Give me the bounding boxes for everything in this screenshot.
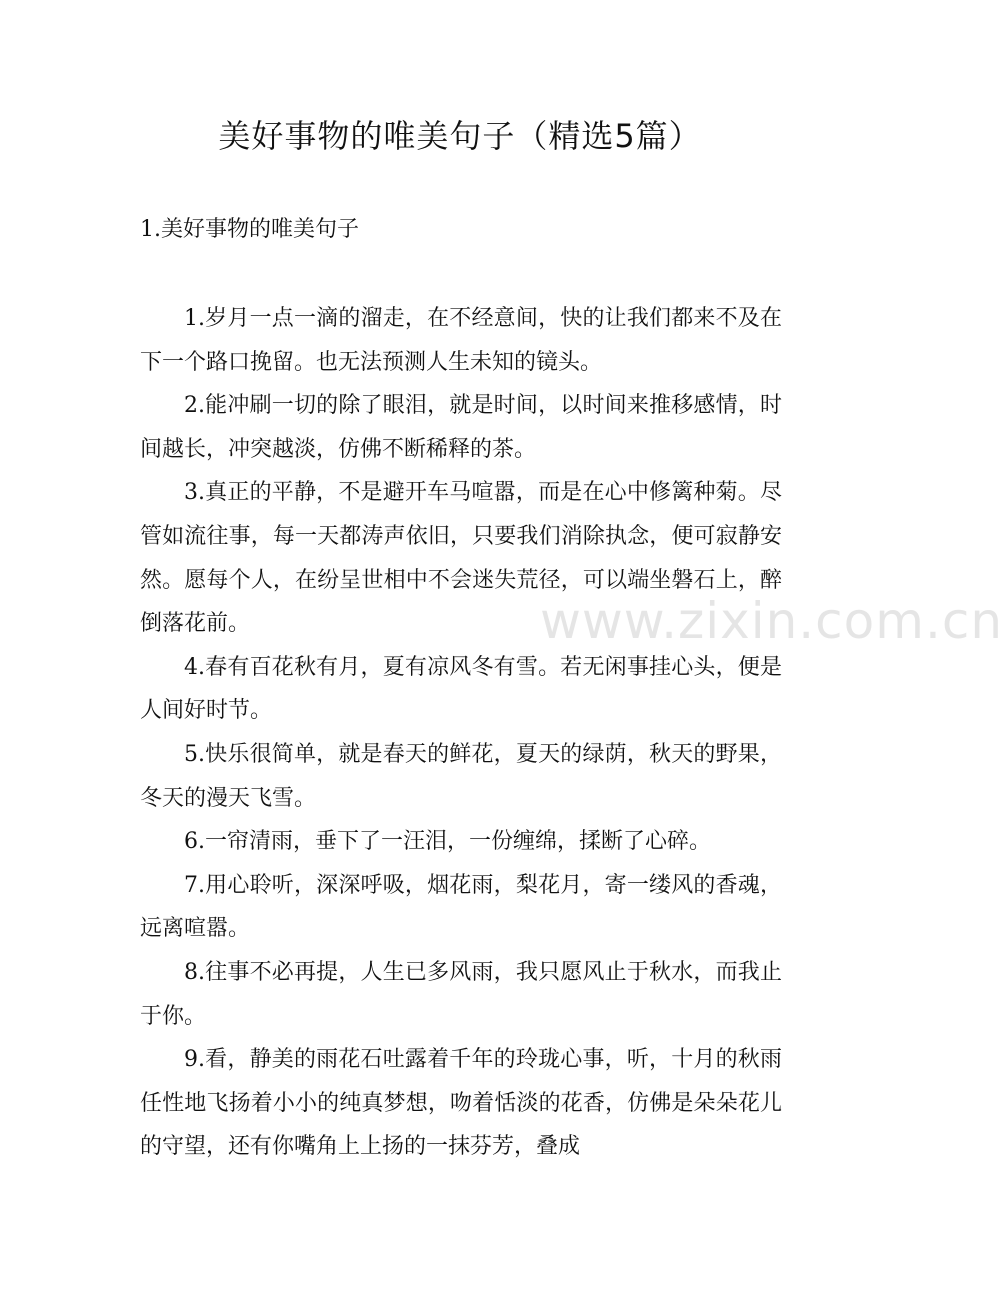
section-heading: 1.美好事物的唯美句子	[140, 217, 359, 242]
paragraph: 2.能冲刷一切的除了眼泪，就是时间，以时间来推移感情，时间越长，冲突越淡，仿佛不断稀释的茶。	[140, 393, 782, 462]
paragraph: 4.春有百花秋有月，夏有凉风冬有雪。若无闲事挂心头，便是人间好时节。	[140, 654, 782, 724]
paragraph: 7.用心聆听，深深呼吸，烟花雨，梨花月，寄一缕风的香魂，远离喧嚣。	[140, 872, 782, 942]
paragraph: 6.一帘清雨，垂下了一汪泪，一份缠绵，揉断了心碎。	[184, 829, 711, 855]
paragraph: 1.岁月一点一滴的溜走，在不经意间，快的让我们都来不及在下一个路口挽留。也无法预测人生未知的镜头。	[140, 306, 782, 375]
document-title: 美好事物的唯美句子（精选5篇）	[218, 117, 702, 155]
paragraph: 3.真正的平静，不是避开车马喧嚣，而是在心中修篱种菊。尽管如流往事，每一天都涛声依旧，只要我们消除执念，便可寂静安然。愿每个人，在纷呈世相中不会迷失荒径，可以端坐磐石上，醉倒落花前。	[140, 480, 782, 637]
paragraph: 8.往事不必再提，人生已多风雨，我只愿风止于秋水，而我止于你。	[140, 959, 782, 1029]
document-body	[140, 297, 782, 1177]
watermark: www.zixin.com.cn	[540, 592, 1003, 650]
paragraph: 9.看，静美的雨花石吐露着千年的玲珑心事，听，十月的秋雨任性地飞扬着小小的纯真梦想，吻着恬淡的花香，仿佛是朵朵花儿的守望，还有你嘴角上上扬的一抹芬芳，叠成	[140, 1047, 782, 1160]
paragraph: 5.快乐很简单，就是春天的鲜花，夏天的绿荫，秋天的野果，冬天的漫天飞雪。	[140, 741, 782, 811]
